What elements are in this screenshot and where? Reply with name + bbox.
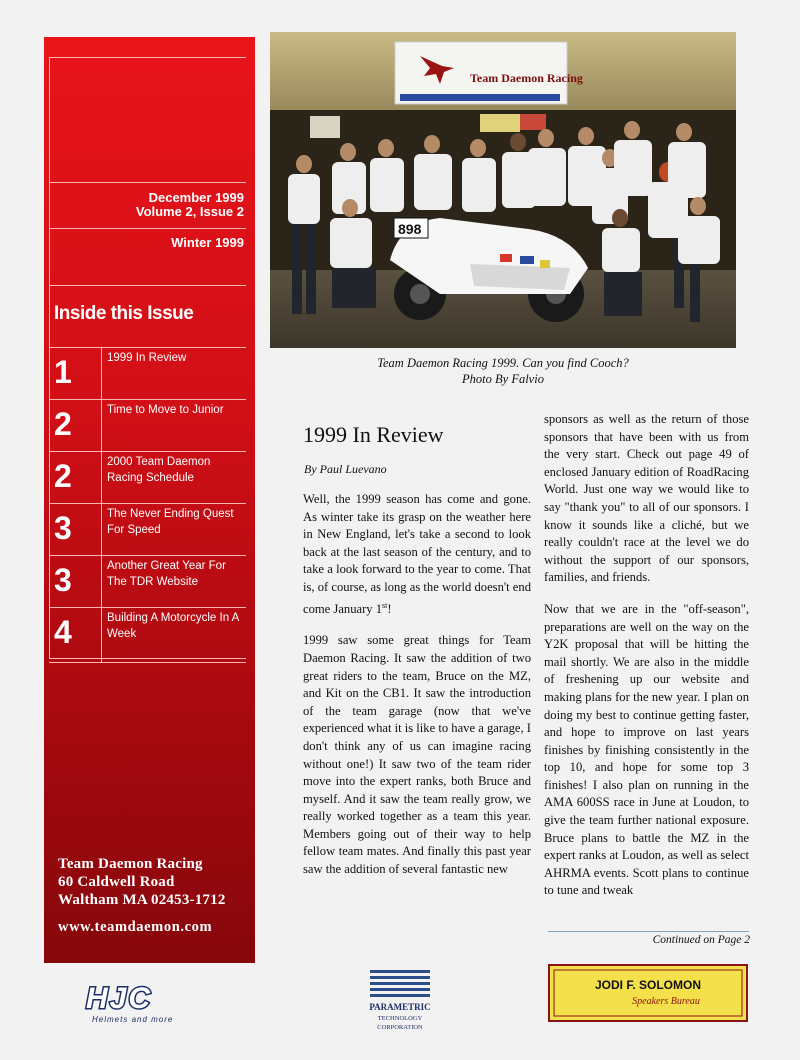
toc-title: 2000 Team Daemon Racing Schedule xyxy=(107,456,211,484)
issue-season: Winter 1999 xyxy=(171,235,244,250)
svg-text:Speakers Bureau: Speakers Bureau xyxy=(632,996,700,1007)
inside-issue-heading: Inside this Issue xyxy=(54,303,194,324)
toc-divider xyxy=(101,400,102,452)
toc-divider xyxy=(101,556,102,608)
ptc-logo xyxy=(362,968,438,1034)
column-rule xyxy=(548,931,749,932)
bike-number: 898 xyxy=(398,221,422,237)
toc-page-number: 4 xyxy=(54,614,72,650)
toc-title: 1999 In Review xyxy=(107,352,187,364)
toc-title: Building A Motorcycle In A Week xyxy=(107,612,239,640)
toc-item[interactable] xyxy=(49,347,246,400)
svg-text:Helmets and more: Helmets and more xyxy=(92,1015,174,1024)
paragraph-text: ! xyxy=(387,601,392,616)
toc-divider xyxy=(101,348,102,400)
photo-credit: Photo By Falvio xyxy=(462,372,544,386)
address-line: Team Daemon Racing xyxy=(58,856,203,872)
article-column-2 xyxy=(544,411,749,914)
toc-item[interactable] xyxy=(49,503,246,556)
toc-item[interactable] xyxy=(49,399,246,452)
banner-text: Team Daemon Racing xyxy=(470,71,583,85)
ordinal-suffix: st xyxy=(382,600,388,610)
caption-line: Team Daemon Racing 1999. Can you find Cooch? xyxy=(377,356,629,370)
toc-title: The Never Ending Quest For Speed xyxy=(107,508,234,536)
jodi-solomon-logo xyxy=(548,964,748,1022)
issue-volume: Volume 2, Issue 2 xyxy=(135,204,244,219)
sidebar-divider xyxy=(49,182,246,183)
toc-page-number: 3 xyxy=(54,562,72,598)
address-line: 60 Caldwell Road xyxy=(58,874,175,890)
toc-item[interactable] xyxy=(49,607,246,663)
svg-text:TECHNOLOGY: TECHNOLOGY xyxy=(377,1015,423,1022)
toc-title: Another Great Year For The TDR Website xyxy=(107,560,226,588)
article-paragraph: sponsors as well as the return of those sponsors that have been with us from the very start. Check out page 49 of enclosed January edition of RoadRacing World. Just one way we would like to say "thank you" to all of our sponsors. I know it sounds like a cliché, but we really couldn't race at the level we do without the support of our sponsors, families, and friends. xyxy=(544,412,749,585)
sidebar xyxy=(44,37,255,963)
paragraph-text: Well, the 1999 season has come and gone. As winter take its grasp on the weather here in New England, let's take a second to look back at the last season of the century, and to take a look forward to the year to come. That is, of course, as long as the world doesn't end come January 1 xyxy=(303,492,531,616)
article-byline: By Paul Luevano xyxy=(304,462,387,476)
photo-caption xyxy=(270,355,736,387)
toc-item[interactable] xyxy=(49,451,246,504)
team-photo xyxy=(270,32,736,348)
website-link[interactable]: www.teamdaemon.com xyxy=(58,919,213,935)
svg-text:HJC: HJC xyxy=(86,982,153,1015)
hjc-logo xyxy=(82,980,212,1026)
svg-text:CORPORATION: CORPORATION xyxy=(377,1024,423,1031)
article-paragraph: Now that we are in the "off-season", preparations are well on the way on the Y2K proposal that will be hitting the mail shortly. We are also in the middle of freshening up our website and making plans for the new year. I plan on doing my best to continue getting faster, and hope to improve on last years finishes by finishing consistently in the top 10, and hope for some top 3 finishes! I also plan on running in the AMA 600SS race in June at Loudon, to give the team further national exposure. Bruce plans to battle the MZ in the expert ranks at Loudon, as well as select AHRMA events. Scott plans to continue to tune and tweak xyxy=(544,601,749,898)
toc-divider xyxy=(101,608,102,662)
sidebar-divider xyxy=(49,285,246,286)
toc-page-number: 1 xyxy=(54,354,72,390)
toc-title: Time to Move to Junior xyxy=(107,404,224,416)
article-headline: 1999 In Review xyxy=(303,422,444,447)
toc-divider xyxy=(101,504,102,556)
article-column-1 xyxy=(303,491,531,893)
toc-page-number: 2 xyxy=(54,458,72,494)
issue-date: December 1999 xyxy=(148,190,244,205)
continued-link[interactable]: Continued on Page 2 xyxy=(652,934,750,946)
sidebar-divider xyxy=(49,228,246,229)
toc-page-number: 3 xyxy=(54,510,72,546)
address-line: Waltham MA 02453-1712 xyxy=(58,892,226,908)
toc-page-number: 2 xyxy=(54,406,72,442)
toc-item[interactable] xyxy=(49,555,246,608)
article-paragraph xyxy=(303,491,531,618)
svg-text:PARAMETRIC: PARAMETRIC xyxy=(369,1002,431,1012)
toc-divider xyxy=(101,452,102,504)
article-paragraph: 1999 saw some great things for Team Daemon Racing. It saw the addition of two great riders to the team, Bruce on the MZ, and Kit on the CB1. It saw the introduction of the team garage (now that we've experienced what it is like to have a garage, I don't think any of us can imagine racing without one!) It saw two of the team rider move into the expert ranks, both Bruce and myself. And it saw the team really grow, we really worked together as a team this year. Members going out of their way to help fellow team mates. And finally this past year saw the addition of several fantastic new xyxy=(303,633,531,877)
svg-text:JODI F. SOLOMON: JODI F. SOLOMON xyxy=(594,978,702,992)
